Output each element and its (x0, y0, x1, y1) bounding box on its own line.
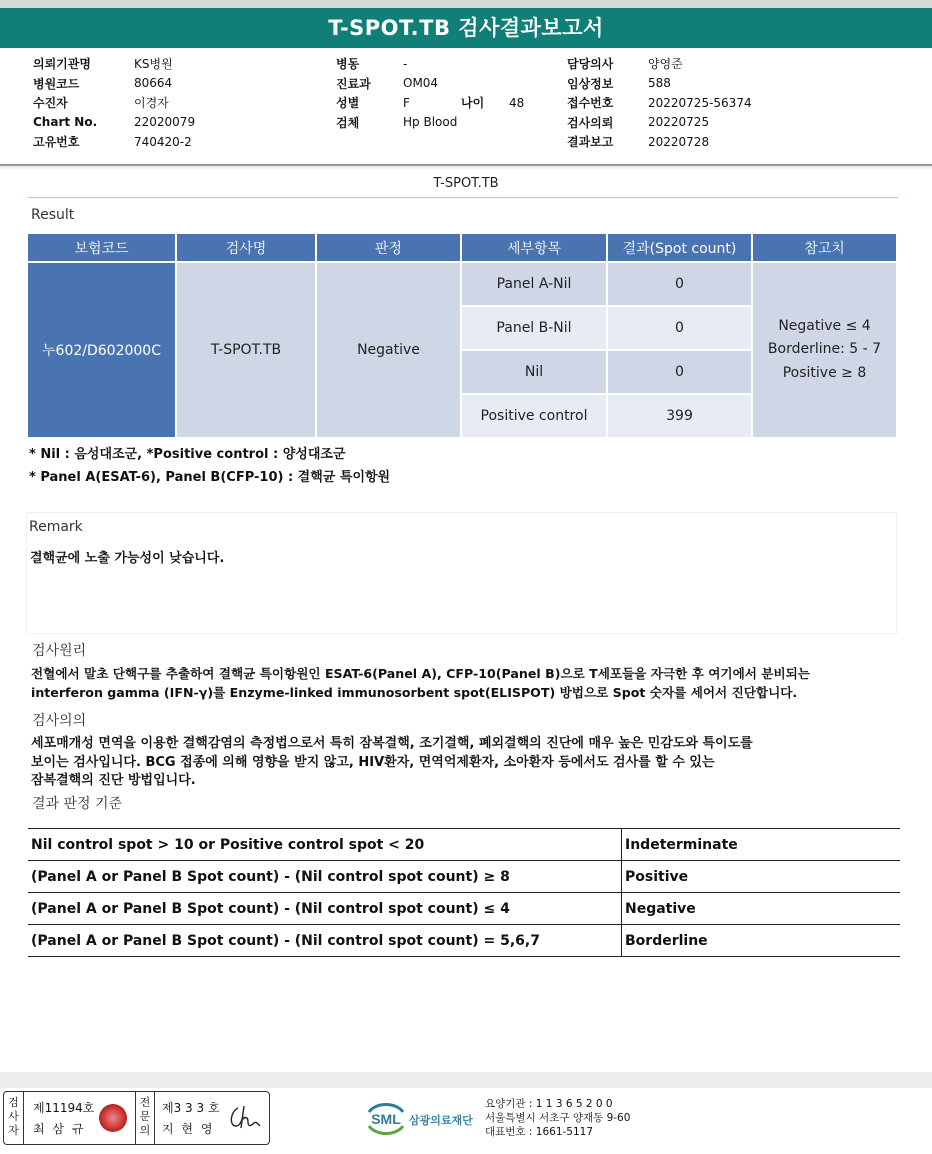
info-label: 수진자 (33, 96, 68, 111)
criteria-result: Positive (622, 861, 901, 893)
criteria-table (28, 828, 900, 957)
signer2-name: 지 현 영 (162, 1122, 215, 1136)
info-value: 740420-2 (134, 134, 192, 149)
info-label: Chart No. (33, 115, 98, 130)
info-value: 80664 (134, 76, 173, 91)
criteria-row (28, 829, 900, 861)
criteria-result: Negative (622, 893, 901, 925)
info-label: 병원코드 (33, 76, 80, 91)
criteria-rule: Nil control spot > 10 or Positive control spot < 20 (28, 829, 622, 861)
info-value: OM04 (403, 76, 439, 91)
patient-info-col1 (33, 54, 195, 152)
info-value: 588 (648, 76, 671, 91)
info-label: 병동 (336, 57, 360, 72)
seal-stamp-icon (99, 1104, 127, 1132)
info-label: 진료과 (336, 76, 371, 91)
info-value: Hp Blood (403, 115, 458, 130)
info-value: 이경자 (134, 96, 169, 111)
significance-text (31, 735, 753, 791)
age-label: 나이 (461, 96, 485, 111)
spot-count-cell: 0 (608, 351, 751, 393)
signer2-license: 제3 3 3 호 (162, 1101, 220, 1115)
address-line: 요양기관 : 1 1 3 6 5 2 0 0 (485, 1098, 613, 1110)
info-value: 20220728 (648, 134, 710, 149)
top-strip (0, 0, 932, 8)
principle-line: interferon gamma (IFN-γ)를 Enzyme-linked immunosorbent spot(ELISPOT) 방법으로 Spot 숫자를 세어서 진단합니다. (31, 684, 798, 700)
sml-logo-icon (366, 1098, 406, 1138)
criteria-row (28, 925, 900, 957)
result-header-row (28, 234, 896, 261)
address-line: 서울특별시 서초구 양재동 9-60 (485, 1112, 631, 1124)
section-underline (28, 197, 898, 198)
criteria-row (28, 861, 900, 893)
info-label: 임상정보 (567, 76, 614, 91)
signer1-role: 검사자 (4, 1092, 24, 1144)
info-value: 20220725 (648, 115, 710, 130)
test-name-cell: T-SPOT.TB (177, 263, 315, 437)
result-row (28, 263, 896, 305)
detail-item-cell: Nil (462, 351, 606, 393)
principle-line: 전혈에서 말초 단핵구를 추출하여 결핵균 특이항원인 ESAT-6(Panel A), CFP-10(Panel B)으로 T세포들을 자극한 후 여기에서 분비되는 (31, 666, 810, 681)
principle-heading: 검사원리 (32, 643, 87, 659)
info-label: 고유번호 (33, 135, 80, 150)
sml-logo (366, 1098, 473, 1142)
remark-box (26, 512, 897, 634)
info-value: 22020079 (134, 115, 196, 130)
criteria-rule: (Panel A or Panel B Spot count) - (Nil control spot count) = 5,6,7 (28, 925, 622, 957)
criteria-result: Indeterminate (622, 829, 901, 861)
detail-item-cell: Panel B-Nil (462, 307, 606, 349)
col-header-reference: 참고치 (753, 234, 896, 261)
patient-info-col3 (567, 54, 752, 152)
info-label: 검사의뢰 (567, 115, 614, 130)
criteria-rule: (Panel A or Panel B Spot count) - (Nil control spot count) ≥ 8 (28, 861, 622, 893)
header-shadow (0, 166, 932, 170)
result-label: Result (31, 207, 75, 223)
criteria-row (28, 893, 900, 925)
signer2-role: 전문의 (135, 1092, 155, 1144)
criteria-rule: (Panel A or Panel B Spot count) - (Nil control spot count) ≤ 4 (28, 893, 622, 925)
col-header-detail: 세부항목 (462, 234, 606, 261)
info-value: F (403, 95, 410, 110)
criteria-result: Borderline (622, 925, 901, 957)
info-label: 담당의사 (567, 57, 614, 72)
signature-box (3, 1091, 270, 1145)
footer-divider (0, 1072, 932, 1088)
info-label: 의뢰기관명 (33, 57, 91, 72)
info-label: 결과보고 (567, 135, 614, 150)
col-header-result: 결과(Spot count) (608, 234, 751, 261)
footnote: * Nil : 음성대조군, *Positive control : 양성대조군 (29, 447, 346, 462)
remark-text: 결핵균에 노출 가능성이 낮습니다. (30, 551, 225, 566)
info-value: KS병원 (134, 57, 173, 72)
spot-count-cell: 0 (608, 263, 751, 305)
col-header-test-name: 검사명 (177, 234, 315, 261)
org-name: 삼광의료재단 (409, 1114, 473, 1127)
footnote: * Panel A(ESAT-6), Panel B(CFP-10) : 결핵균 특이항원 (29, 470, 391, 485)
spot-count-cell: 399 (608, 395, 751, 437)
info-label: 접수번호 (567, 96, 614, 111)
info-value: 양영준 (648, 57, 683, 72)
report-title: T-SPOT.TB 검사결과보고서 (0, 8, 932, 48)
info-label: 성별 (336, 96, 360, 111)
signer1-license: 제11194호 (33, 1101, 95, 1115)
insurance-code-cell: 누602/D602000C (28, 263, 175, 437)
criteria-heading: 결과 판정 기준 (32, 796, 123, 812)
result-table (26, 232, 898, 439)
significance-line: 보이는 검사입니다. BCG 접종에 의해 영향을 받지 않고, HIV환자, 면역억제환자, 소아환자 등에서도 검사를 할 수 있는 (31, 754, 715, 770)
signer1-name: 최 삼 규 (33, 1122, 86, 1136)
reference-borderline: Borderline: 5 - 7 (767, 341, 882, 358)
judgement-cell: Negative (317, 263, 460, 437)
address-line: 대표번호 : 1661-5117 (485, 1126, 594, 1138)
significance-line: 잠복결핵의 진단 방법입니다. (31, 773, 196, 788)
logo-text: SML (371, 1111, 401, 1127)
org-address (485, 1097, 630, 1139)
patient-info-col2 (336, 54, 524, 132)
detail-item-cell: Panel A-Nil (462, 263, 606, 305)
info-value: 20220725-56374 (648, 95, 752, 110)
reference-positive: Positive ≥ 8 (782, 364, 867, 381)
col-header-insurance-code: 보험코드 (28, 234, 175, 261)
spot-count-cell: 0 (608, 307, 751, 349)
section-title: T-SPOT.TB (433, 176, 499, 191)
info-label: 검체 (336, 115, 360, 130)
significance-heading: 검사의의 (32, 713, 87, 729)
info-value: - (403, 56, 408, 71)
age-value: 48 (509, 95, 525, 110)
principle-text (31, 665, 810, 702)
significance-line: 세포매개성 면역을 이용한 결핵감염의 측정법으로서 특히 잠복결핵, 조기결핵, 폐외결핵의 진단에 매우 높은 민감도와 특이도를 (31, 736, 753, 751)
handwritten-signature-icon (226, 1102, 262, 1134)
remark-label: Remark (29, 519, 83, 535)
reference-cell (753, 263, 896, 437)
detail-item-cell: Positive control (462, 395, 606, 437)
col-header-judgement: 판정 (317, 234, 460, 261)
reference-negative: Negative ≤ 4 (778, 317, 871, 334)
